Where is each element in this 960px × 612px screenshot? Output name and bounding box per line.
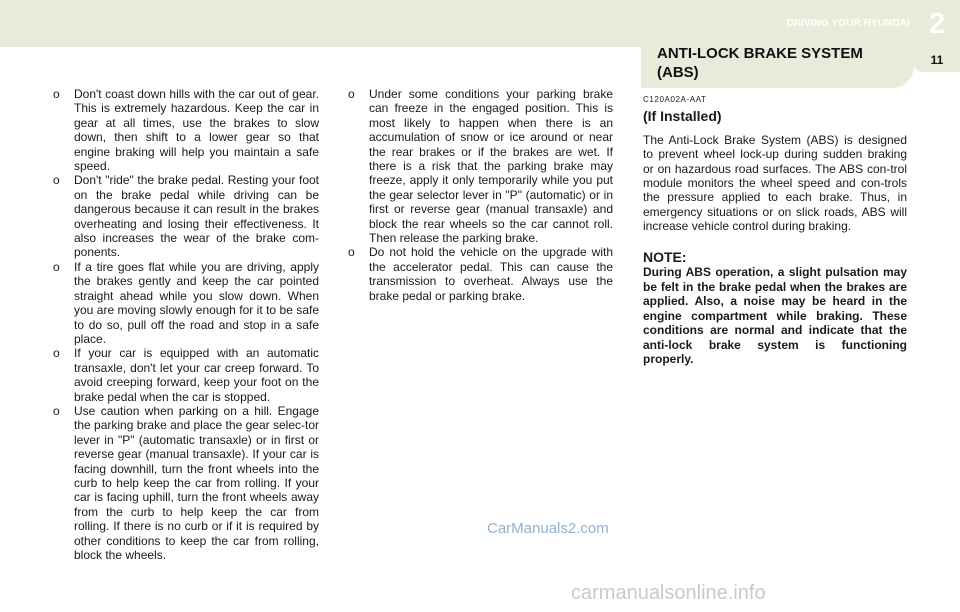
bullet-marker: o — [348, 245, 355, 260]
section-title: ANTI-LOCK BRAKE SYSTEM (ABS) — [657, 45, 863, 81]
column-3 — [643, 93, 907, 367]
chapter-number: 2 — [928, 8, 946, 40]
bullet-marker: o — [53, 403, 60, 418]
list-item-text: Under some conditions your parking brake can freeze in the engaged position. This is most likely to happen when there is an accumulation of snow or ice around or near the rear brakes or if the brakes are wet. If there is a risk that the parking brake may freeze, apply it only temporarily while you put the gear selector lever in "P" (automatic) or in first or reverse gear (manual transaxle) and block the rear wheels so the car cannot roll. Then release the parking brake. — [369, 87, 613, 246]
abs-paragraph: The Anti-Lock Brake System (ABS) is designed to prevent wheel lock-up during sudden braking or on hazardous road surfaces. The ABS con-trol module monitors the wheel speed and con-trols the pressure applied to each brake. Thus, in emergency situations or on slick roads, ABS will increase vehicle control during braking. — [643, 132, 907, 234]
column-1 — [53, 87, 319, 562]
watermark-carmanualsonline: carmanualsonline.info — [571, 582, 766, 604]
watermark-carmanuals: CarManuals2.com — [487, 520, 609, 537]
section-code: C120A02A-AAT — [643, 95, 707, 104]
list-item — [348, 87, 613, 245]
list-item-text: If a tire goes flat while you are driving, apply the brakes gently and keep the car pointed straight ahead while you slow down. When you are moving slowly enough for it to be safe to do so, pull off the road and stop in a safe place. — [74, 259, 319, 346]
list-item — [53, 346, 319, 404]
list-item-text: Use caution when parking on a hill. Engage the parking brake and place the gear selec-tor lever in "P" (automatic transaxle) or in first or reverse gear (manual transaxle). If your car is facing downhill, turn the front wheels into the curb to help keep the car from rolling. If your car is facing uphill, turn the front wheels away from the curb to help keep the car from rolling. If there is no curb or if it is required by other conditions to keep the car from rolling, block the wheels. — [74, 403, 319, 562]
list-item-text: Don't coast down hills with the car out of gear. This is extremely hazardous. Keep the car in gear at all times, use the brakes to slow down, then shift to a lower gear so that engine braking will help you maintain a safe speed. — [74, 87, 319, 174]
list-item — [53, 404, 319, 562]
bullet-marker: o — [53, 173, 60, 188]
note-title: NOTE: — [643, 248, 687, 265]
bullet-marker: o — [53, 87, 60, 101]
subheading: (If Installed) — [643, 108, 722, 125]
list-item — [53, 87, 319, 173]
bullet-marker: o — [348, 87, 355, 101]
list-item-text: Don't "ride" the brake pedal. Resting your foot on the brake pedal while driving can be dangerous because it can result in the brakes overheating and losing their effectiveness. It also increases the wear of the brake com-ponents. — [74, 173, 319, 260]
list-item — [53, 260, 319, 346]
chapter-label: DRIVING YOUR HYUNDAI — [786, 18, 910, 29]
column-2 — [348, 87, 613, 303]
list-item — [53, 173, 319, 259]
list-item — [348, 245, 613, 303]
list-item-text: If your car is equipped with an automatic transaxle, don't let your car creep forward. To avoid creeping forward, keep your foot on the brake pedal when the car is stopped. — [74, 346, 319, 404]
list-item-text: Do not hold the vehicle on the upgrade with the accelerator pedal. This can cause the transmission to overheat. Always use the brake pedal or parking brake. — [369, 245, 613, 303]
page-number: 11 — [930, 53, 944, 67]
bullet-marker: o — [53, 346, 60, 361]
note-body: During ABS operation, a slight pulsation may be felt in the brake pedal when the brakes are applied. Also, a noise may be heard in the engine compartment while braking. These conditions are normal and indicate that the anti-lock brake system is functioning properly. — [643, 265, 907, 367]
bullet-marker: o — [53, 259, 60, 274]
